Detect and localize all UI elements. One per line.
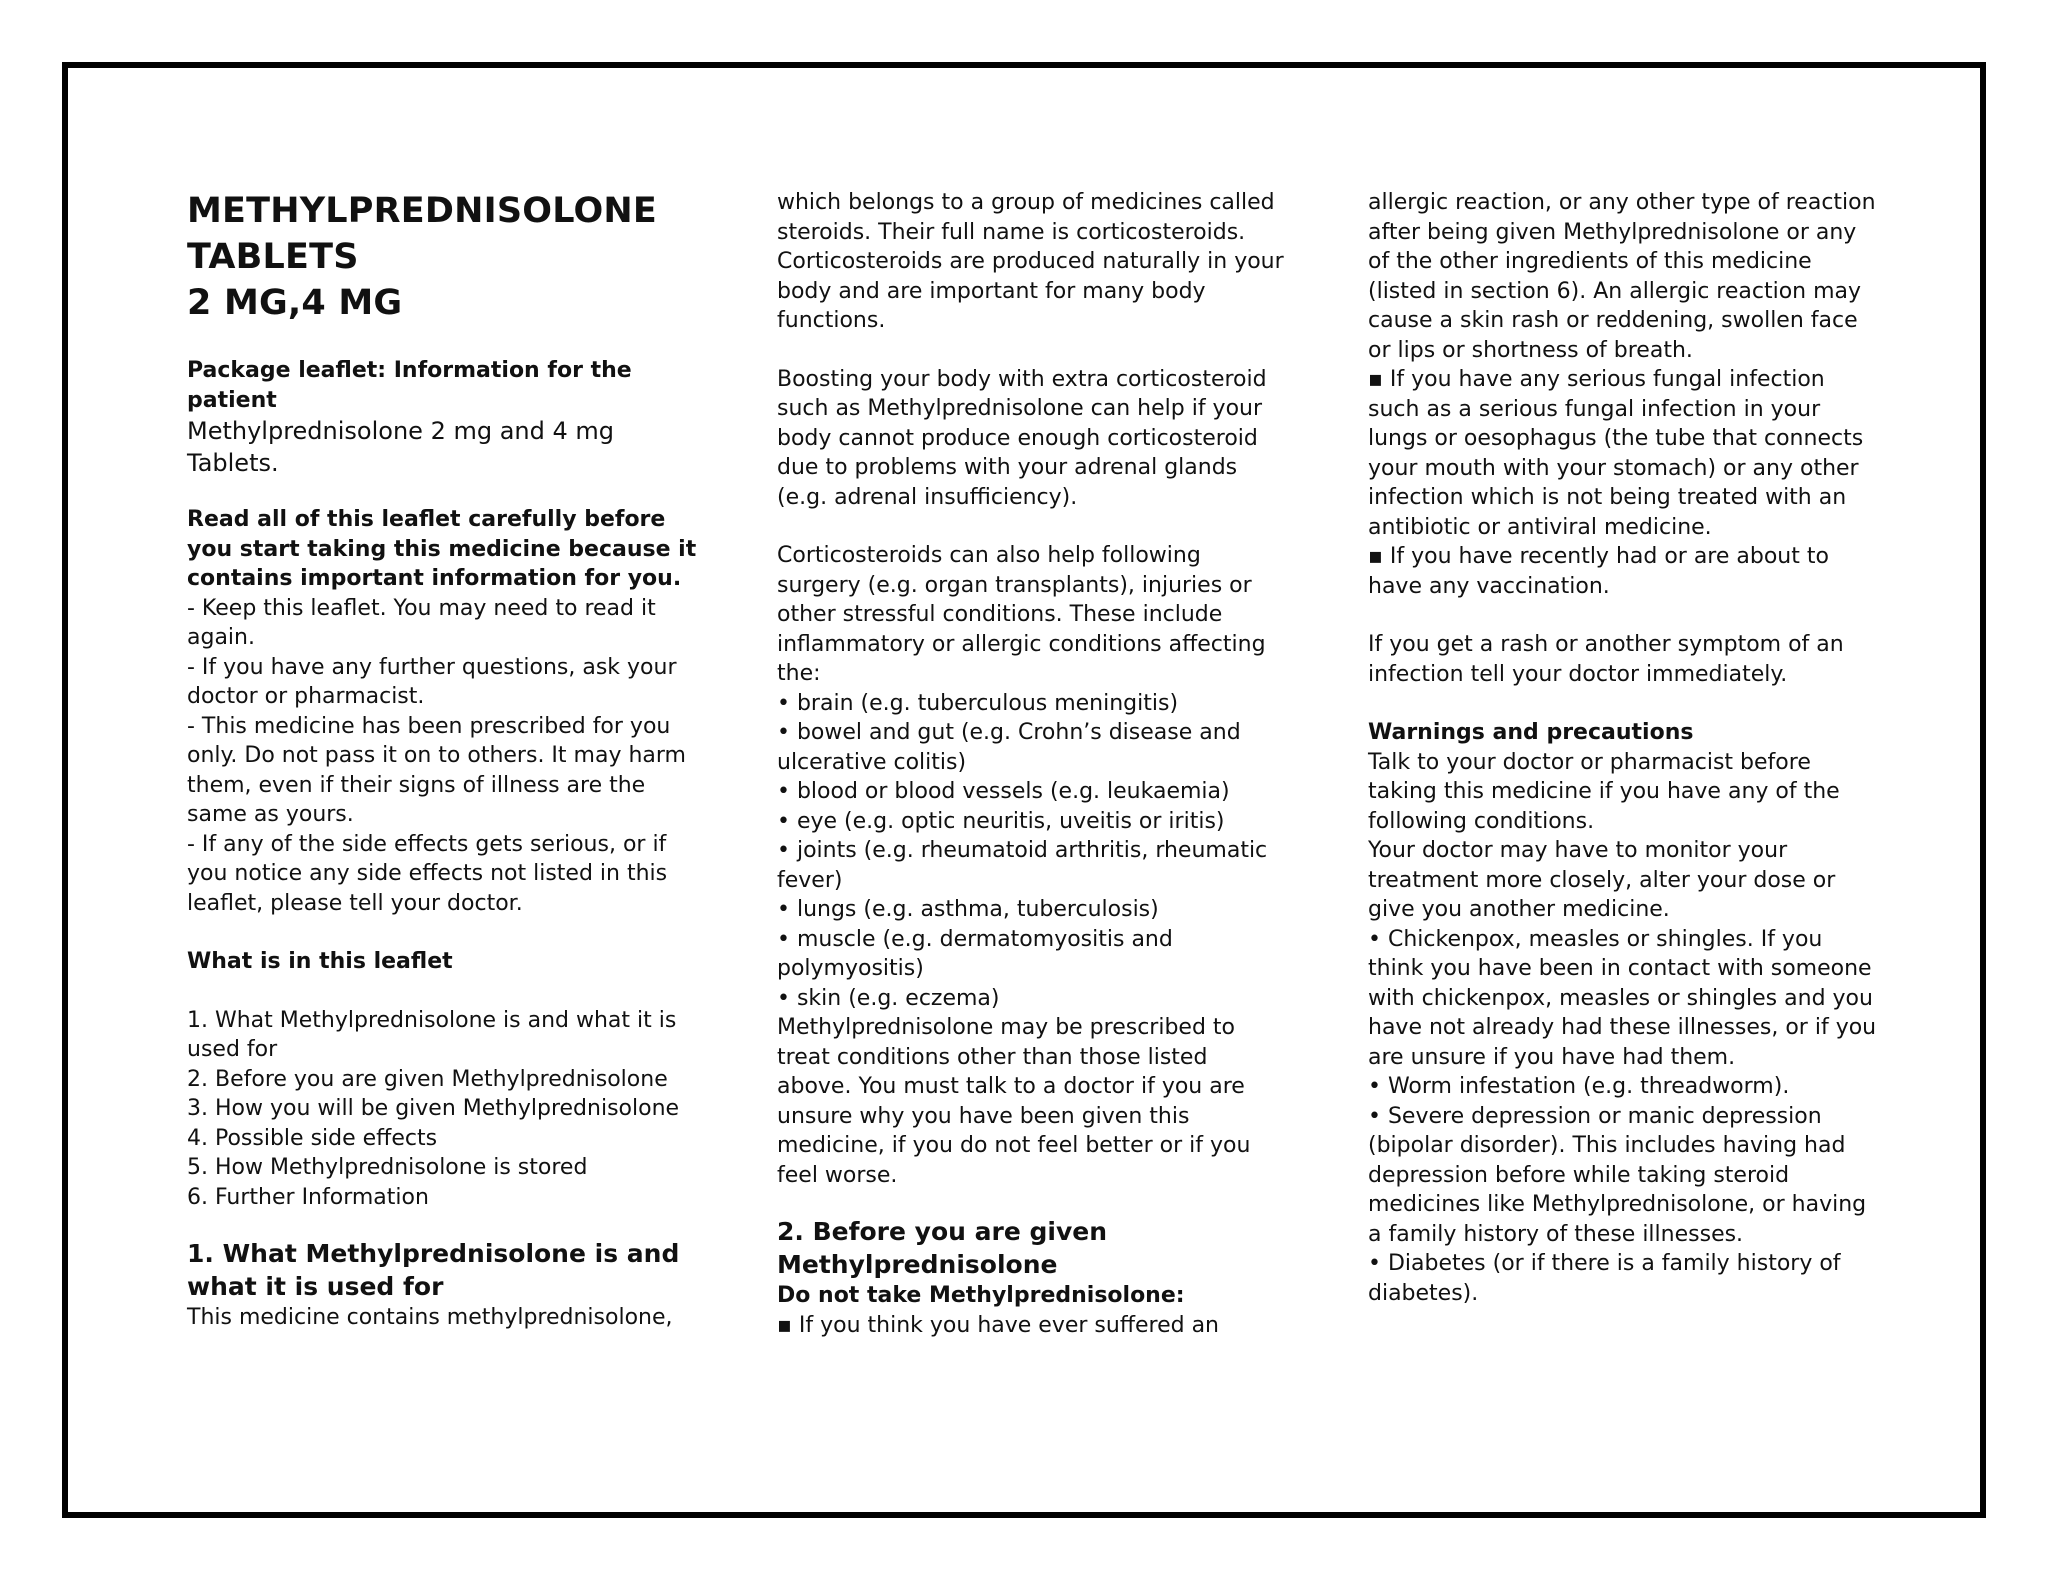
- column-2: [777, 188, 1287, 1340]
- condition-item: • lungs (e.g. asthma, tuberculosis): [777, 897, 1159, 922]
- conditions-list: [777, 689, 1287, 1014]
- column-3: [1368, 188, 1878, 1308]
- condition-item: • bowel and gut (e.g. Crohn’s disease and ulcerative colitis): [777, 720, 1241, 775]
- section-1-heading: 1. What Methylprednisolone is and what it is used for: [187, 1239, 680, 1301]
- contents-item: 6. Further Information: [187, 1184, 429, 1210]
- paragraph: Boosting your body with extra corticosteroid such as Methylprednisolone can help if your body cannot produce enough corticosteroid due to problems with your adrenal glands (e.g. adrenal insufficiency).: [777, 366, 1267, 510]
- paragraph: Methylprednisolone may be prescribed to treat conditions other than those listed above. You must talk to a doctor if you are unsure why you have been given this medicine, if you do not feel better or if you feel worse.: [777, 1015, 1251, 1188]
- warnings-monitor: Your doctor may have to monitor your treatment more closely, alter your dose or give you another medicine.: [1368, 838, 1836, 922]
- paragraph: Corticosteroids can also help following surgery (e.g. organ transplants), injuries or other stressful conditions. These include inflammatory or allergic conditions affecting the:: [777, 543, 1266, 686]
- instruction-item: - This medicine has been prescribed for you only. Do not pass it on to others. It may harm them, even if their signs of illness are the same as yours.: [187, 713, 686, 827]
- instruction-item: - If any of the side effects gets serious, or if you notice any side effects not listed in this leaflet, please tell your doctor.: [187, 831, 668, 916]
- title-line: TABLETS: [187, 237, 359, 277]
- product-line: Methylprednisolone 2 mg and 4 mg Tablets.: [187, 417, 614, 477]
- section-1-text: This medicine contains methylprednisolone,: [187, 1305, 673, 1330]
- paragraph: If you get a rash or another symptom of an infection tell your doctor immediately.: [1368, 632, 1844, 687]
- paragraph: which belongs to a group of medicines called steroids. Their full name is corticosteroids. Corticosteroids are produced naturally in your body and are important for many body functions.: [777, 190, 1284, 333]
- instruction-item: - If you have any further questions, ask your doctor or pharmacist.: [187, 654, 677, 709]
- paragraph: ▪ If you have recently had or are about to have any vaccination.: [1368, 544, 1829, 599]
- instruction-item: - Keep this leaflet. You may need to read it again.: [187, 595, 656, 650]
- warning-item: • Diabetes (or if there is a family history of diabetes).: [1368, 1251, 1841, 1306]
- contents-heading: What is in this leaflet: [187, 949, 453, 974]
- leaflet-heading: Package leaflet: Information for the patient: [187, 358, 632, 413]
- section-2-heading: 2. Before you are given Methylprednisolone: [777, 1217, 1107, 1279]
- contents-item: 4. Possible side effects: [187, 1125, 438, 1151]
- condition-item: • eye (e.g. optic neuritis, uveitis or iritis): [777, 808, 1225, 834]
- paragraph: allergic reaction, or any other type of reaction after being given Methylprednisolone or any of the other ingredients of this medicine (listed in section 6). An allergic reaction may cause a skin rash or reddening, swollen face or lips or shortness of breath.: [1368, 190, 1876, 363]
- contents-item: 3. How you will be given Methylprednisolone: [187, 1096, 680, 1121]
- column-1: [187, 188, 697, 1333]
- warnings-intro: Talk to your doctor or pharmacist before taking this medicine if you have any of the following conditions.: [1368, 749, 1840, 834]
- condition-item: • joints (e.g. rheumatoid arthritis, rheumatic fever): [777, 838, 1268, 893]
- contents-item: 2. Before you are given Methylprednisolone: [187, 1066, 668, 1092]
- do-not-take-heading: Do not take Methylprednisolone:: [777, 1283, 1185, 1308]
- contents-item: 1. What Methylprednisolone is and what it is used for: [187, 1007, 677, 1062]
- paragraph: ▪ If you have any serious fungal infection such as a serious fungal infection in your lungs or oesophagus (the tube that connects your mouth with your stomach) or any other infection which is not being treated with an antibiotic or antiviral medicine.: [1368, 367, 1864, 540]
- warnings-heading: Warnings and precautions: [1368, 720, 1694, 745]
- warning-item: • Chickenpox, measles or shingles. If you think you have been in contact with someone with chickenpox, measles or shingles and you have not already had these illnesses, or if you are unsure if you have had them.: [1368, 926, 1877, 1070]
- condition-item: • brain (e.g. tuberculous meningitis): [777, 690, 1179, 716]
- condition-item: • blood or blood vessels (e.g. leukaemia): [777, 779, 1230, 804]
- contents-list: [187, 1006, 697, 1213]
- title-line: 2 MG,4 MG: [187, 283, 403, 323]
- condition-item: • skin (e.g. eczema): [777, 985, 1000, 1011]
- warning-item: • Worm infestation (e.g. threadworm).: [1368, 1074, 1790, 1099]
- read-all-heading: Read all of this leaflet carefully before you start taking this medicine because it contains important information for you.: [187, 507, 697, 591]
- document-title: [187, 188, 697, 326]
- title-line: METHYLPREDNISOLONE: [187, 191, 657, 231]
- do-not-take-item: ▪ If you think you have ever suffered an: [777, 1312, 1219, 1338]
- condition-item: • muscle (e.g. dermatomyositis and polymyositis): [777, 926, 1173, 981]
- warning-item: • Severe depression or manic depression (bipolar disorder). This includes having had depression before while taking steroid medicines like Methylprednisolone, or having a family history of these illnesses.: [1368, 1103, 1867, 1247]
- warnings-list: [1368, 925, 1878, 1309]
- contents-item: 5. How Methylprednisolone is stored: [187, 1155, 588, 1180]
